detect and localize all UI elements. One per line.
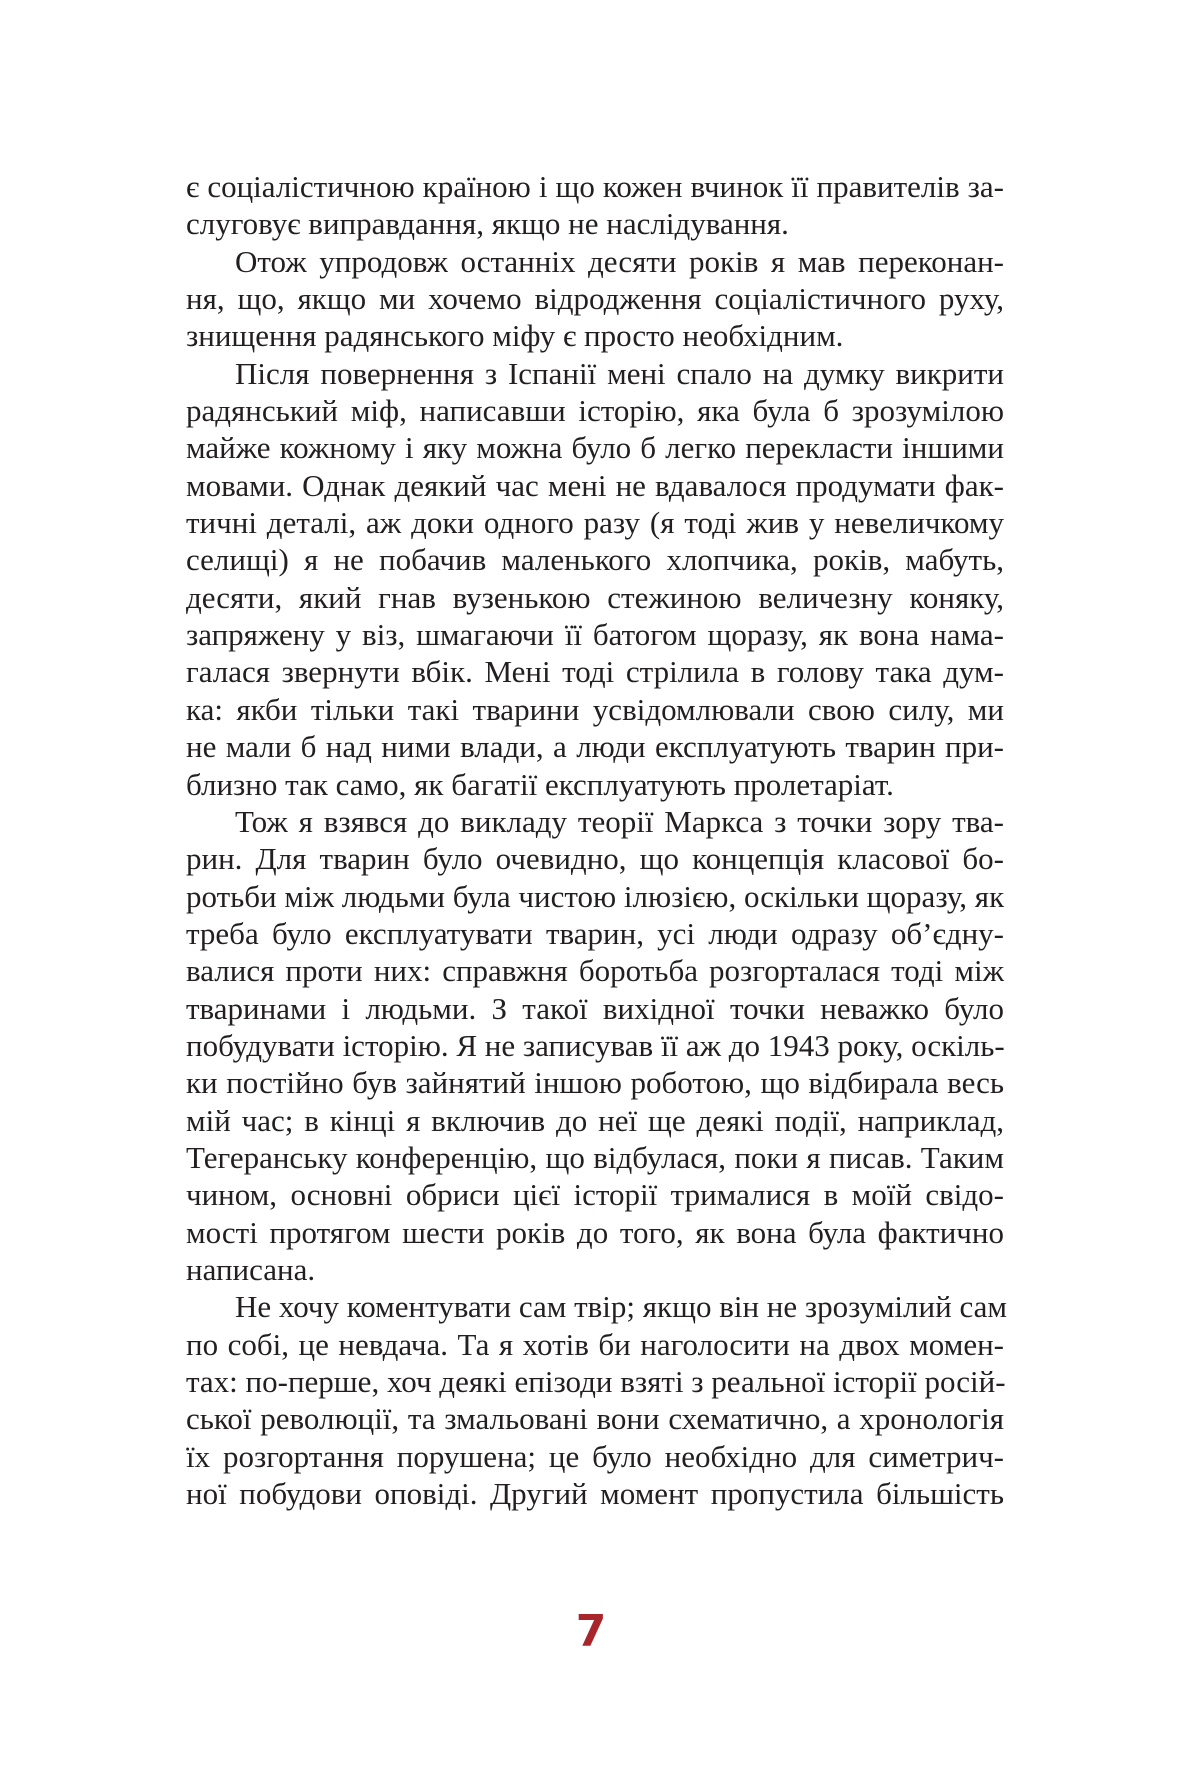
text-line: запряжену у віз, шмагаючи її батогом щоразу, як вона нама-: [186, 617, 1004, 653]
text-line: ської революції, та змальовані вони схематично, а хронологія: [186, 1401, 1004, 1437]
text-line: Тегеранську конференцію, що відбулася, поки я писав. Таким: [186, 1139, 1004, 1175]
text-line: по собі, це невдача. Та я хотів би наголосити на двох момен-: [186, 1326, 1004, 1362]
text-line: мовами. Однак деякий час мені не вдавалося продумати фак-: [186, 467, 1004, 503]
text-line: не мали б над ними влади, а люди експлуатують тварин при-: [186, 729, 1004, 765]
text-line: тичні деталі, аж доки одного разу (я тоді жив у невеличкому: [186, 505, 1004, 541]
text-line: галася звернути вбік. Мені тоді стрілила в голову така дум-: [186, 654, 1004, 690]
text-line: Тож я взявся до викладу теорії Маркса з точки зору тва-: [235, 803, 1004, 839]
text-line: десяти, який гнав вузенькою стежиною величезну коняку,: [186, 579, 1004, 615]
text-line: написана.: [186, 1251, 316, 1287]
text-line: рин. Для тварин було очевидно, що концепція класової бо-: [186, 841, 1004, 877]
text-line: треба було експлуатувати тварин, усі люди одразу об’єдну-: [186, 915, 1004, 951]
text-line: радянський міф, написавши історію, яка була б зрозумілою: [186, 393, 1004, 429]
paragraph: [186, 803, 1004, 1288]
paragraph: [186, 168, 1004, 243]
paragraph: [186, 243, 1004, 355]
paragraph: [186, 355, 1004, 803]
text-line: мості протягом шести років до того, як вона була фактично: [186, 1214, 1004, 1250]
text-line: ня, що, якщо ми хочемо відродження соціалістичного руху,: [186, 281, 1004, 317]
text-line: слуговує виправдання, якщо не наслідування.: [186, 206, 789, 242]
text-line: чином, основні обриси цієї історії трималися в моїй свідо-: [186, 1177, 1004, 1213]
text-line: Не хочу коментувати сам твір; якщо він не зрозумілий сам: [235, 1289, 1007, 1325]
text-line: побудувати історію. Я не записував її аж до 1943 року, оскіль-: [186, 1027, 1005, 1063]
text-line: знищення радянського міфу є просто необхідним.: [186, 318, 844, 354]
text-line: ної побудови оповіді. Другий момент пропустила більшість: [186, 1476, 1004, 1512]
text-line: мій час; в кінці я включив до неї ще деякі події, наприклад,: [186, 1102, 1004, 1138]
text-line: тваринами і людьми. З такої вихідної точки неважко було: [186, 990, 1004, 1026]
page-number: 7: [575, 1606, 607, 1657]
text-line: майже кожному і яку можна було б легко перекласти іншими: [186, 430, 1004, 466]
text-line: ки постійно був зайнятий іншою роботою, що відбирала весь: [186, 1065, 1004, 1101]
text-line: є соціалістичною країною і що кожен вчинок її правителів за-: [186, 169, 1004, 204]
text-line: Отож упродовж останніх десяти років я мав переконан-: [235, 243, 1004, 279]
text-line: ка: якби тільки такі тварини усвідомлювали свою силу, ми: [186, 691, 1004, 727]
text-line: тах: по-перше, хоч деякі епізоди взяті з реальної історії росій-: [186, 1364, 1006, 1399]
body-text: [186, 168, 1007, 1512]
text-line: близно так само, як багатії експлуатують пролетаріат.: [186, 766, 894, 802]
text-line: Після повернення з Іспанії мені спало на думку викрити: [235, 355, 1004, 391]
text-line: валися проти них: справжня боротьба розгорталася тоді між: [186, 953, 1004, 989]
text-line: їх розгортання порушена; це було необхідно для симетрич-: [186, 1438, 1004, 1474]
paragraph: [186, 1288, 1007, 1512]
text-line: селищі) я не побачив маленького хлопчика, років, мабуть,: [186, 542, 1004, 578]
text-line: ротьби між людьми була чистою ілюзією, оскільки щоразу, як: [186, 878, 1005, 914]
